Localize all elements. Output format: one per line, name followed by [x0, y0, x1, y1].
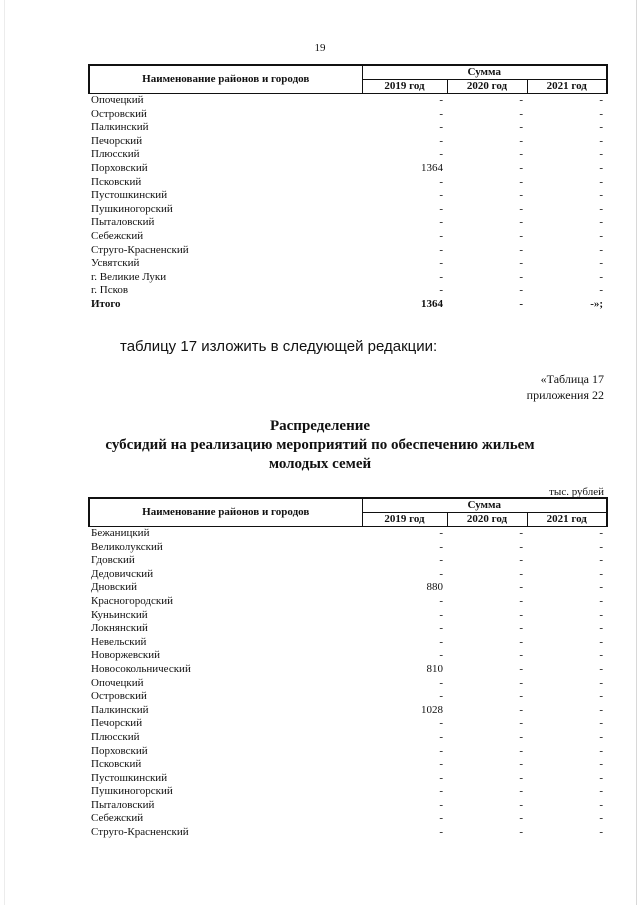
- table-row: [89, 527, 607, 541]
- amount-cell: -: [599, 785, 604, 798]
- total-label: Итого: [91, 297, 121, 310]
- table-row: [89, 649, 607, 663]
- amount-cell: -: [439, 676, 443, 689]
- district-name: Опочецкий: [91, 676, 144, 689]
- district-name: Новоржевский: [91, 649, 161, 662]
- amount-cell: -: [519, 798, 523, 811]
- table-row: [89, 244, 607, 258]
- amount-cell: -: [599, 554, 604, 567]
- district-name: Себежский: [91, 229, 144, 242]
- header-year-2021: 2021 год: [527, 513, 607, 527]
- amount-cell: -: [439, 771, 443, 784]
- amount-cell: -: [439, 175, 443, 188]
- amount-cell: -: [599, 826, 604, 839]
- table-row: [89, 94, 607, 108]
- amount-cell: -: [519, 270, 523, 283]
- units-label: тыс. рублей: [549, 486, 604, 498]
- page-number: 19: [314, 42, 326, 54]
- amount-cell: -: [439, 744, 443, 757]
- table-reference-appendix: приложения 22: [526, 388, 604, 402]
- district-name: Гдовский: [91, 554, 135, 567]
- amount-cell: -: [519, 527, 523, 539]
- amount-cell: -: [519, 202, 523, 215]
- table-reference-number: «Таблица 17: [540, 372, 604, 386]
- header-sum: Сумма: [362, 65, 607, 80]
- amount-cell: -: [439, 812, 443, 825]
- amount-cell: -: [599, 107, 604, 120]
- table-body: [89, 94, 607, 298]
- district-name: Палкинский: [91, 121, 149, 134]
- district-name: Плюсский: [91, 730, 140, 743]
- amendment-instruction: таблицу 17 изложить в следующей редакции:: [120, 338, 438, 355]
- amount-cell: -: [519, 662, 523, 675]
- district-name: Островский: [91, 107, 147, 120]
- district-name: Печорский: [91, 717, 143, 730]
- table-row: [89, 230, 607, 244]
- district-name: Псковский: [91, 175, 142, 188]
- table-row: [89, 541, 607, 555]
- header-sum: Сумма: [362, 498, 607, 513]
- table-row: [89, 108, 607, 122]
- amount-cell: -: [599, 94, 604, 106]
- district-name: Бежаницкий: [91, 527, 150, 539]
- amount-cell: -: [599, 608, 604, 621]
- amount-cell: -: [599, 121, 604, 134]
- district-name: Пушкиногорский: [91, 785, 173, 798]
- amount-cell: -: [519, 690, 523, 703]
- amount-cell: -: [439, 216, 443, 229]
- district-name: Пустошкинский: [91, 189, 168, 202]
- amount-cell: -: [439, 608, 443, 621]
- heading-subtitle-2: молодых семей: [268, 456, 372, 472]
- district-name: Палкинский: [91, 703, 149, 716]
- district-name: Струго-Красненский: [91, 826, 189, 839]
- amount-cell: -: [599, 134, 604, 147]
- table-row: [89, 216, 607, 230]
- amount-cell: 810: [426, 662, 443, 675]
- amount-cell: -: [519, 771, 523, 784]
- amount-cell: -: [599, 744, 604, 757]
- amount-cell: -: [599, 270, 604, 283]
- table-17: [88, 497, 608, 840]
- amount-cell: -: [519, 216, 523, 229]
- district-name: Опочецкий: [91, 94, 144, 106]
- amount-cell: 1028: [421, 703, 443, 716]
- header-name: Наименование районов и городов: [89, 65, 362, 94]
- amount-cell: -: [519, 161, 523, 174]
- table-row: [89, 677, 607, 691]
- amount-cell: -: [439, 134, 443, 147]
- table-row: [89, 148, 607, 162]
- table-row: [89, 121, 607, 135]
- amount-cell: -: [599, 676, 604, 689]
- amount-cell: -: [439, 554, 443, 567]
- amount-cell: -: [439, 189, 443, 202]
- amount-cell: -: [519, 826, 523, 839]
- amount-cell: -: [519, 676, 523, 689]
- table-row: [89, 135, 607, 149]
- amount-cell: -: [439, 107, 443, 120]
- table-row: [89, 595, 607, 609]
- amount-cell: -: [599, 284, 604, 297]
- amount-cell: -: [439, 798, 443, 811]
- district-name: Пыталовский: [91, 216, 155, 229]
- amount-cell: -: [519, 744, 523, 757]
- amount-cell: -: [599, 594, 604, 607]
- amount-cell: -: [439, 121, 443, 134]
- district-name: Дедовичский: [91, 567, 154, 580]
- district-name: Плюсский: [91, 148, 140, 161]
- amount-cell: -: [519, 703, 523, 716]
- amount-cell: -: [519, 189, 523, 202]
- amount-cell: -: [439, 826, 443, 839]
- table-row: [89, 162, 607, 176]
- amount-cell: -: [599, 812, 604, 825]
- district-name: Псковский: [91, 758, 142, 771]
- total-2020: -: [519, 297, 523, 310]
- amount-cell: -: [519, 785, 523, 798]
- table-row: [89, 745, 607, 759]
- district-name: г. Псков: [91, 284, 129, 297]
- amount-cell: -: [599, 540, 604, 553]
- amount-cell: -: [599, 649, 604, 662]
- total-2021: -»;: [590, 297, 604, 310]
- table-row: [89, 568, 607, 582]
- amount-cell: -: [439, 730, 443, 743]
- amount-cell: 1364: [421, 161, 443, 174]
- table-row: [89, 189, 607, 203]
- amount-cell: -: [439, 649, 443, 662]
- district-name: Пыталовский: [91, 798, 155, 811]
- header-year-2021: 2021 год: [527, 80, 607, 94]
- amount-cell: -: [599, 148, 604, 161]
- amount-cell: -: [439, 540, 443, 553]
- amount-cell: -: [599, 202, 604, 215]
- amount-cell: -: [519, 554, 523, 567]
- amount-cell: -: [599, 581, 604, 594]
- amount-cell: -: [439, 527, 443, 539]
- amount-cell: -: [439, 690, 443, 703]
- table-row: [89, 799, 607, 813]
- table-row: [89, 704, 607, 718]
- amount-cell: -: [519, 812, 523, 825]
- amount-cell: -: [519, 567, 523, 580]
- amount-cell: -: [519, 581, 523, 594]
- table-row: [89, 176, 607, 190]
- heading-subtitle: субсидий на реализацию мероприятий по обеспечению жильем: [105, 437, 535, 453]
- district-name: Пушкиногорский: [91, 202, 173, 215]
- table-row: [89, 826, 607, 840]
- amount-cell: -: [519, 243, 523, 256]
- amount-cell: -: [519, 121, 523, 134]
- amount-cell: -: [439, 94, 443, 106]
- amount-cell: -: [519, 94, 523, 106]
- amount-cell: -: [599, 622, 604, 635]
- amount-cell: -: [599, 758, 604, 771]
- amount-cell: -: [439, 785, 443, 798]
- district-name: Островский: [91, 690, 147, 703]
- amount-cell: -: [439, 148, 443, 161]
- amount-cell: -: [599, 703, 604, 716]
- total-2019: 1364: [421, 297, 443, 310]
- amount-cell: -: [599, 257, 604, 270]
- district-name: Дновский: [91, 581, 138, 594]
- amount-cell: -: [599, 161, 604, 174]
- amount-cell: -: [519, 622, 523, 635]
- district-name: Новосокольнический: [91, 662, 191, 675]
- amount-cell: -: [519, 107, 523, 120]
- amount-cell: 880: [426, 581, 443, 594]
- header-name: Наименование районов и городов: [89, 498, 362, 527]
- district-name: Пустошкинский: [91, 771, 168, 784]
- district-name: Себежский: [91, 812, 144, 825]
- amount-cell: -: [519, 649, 523, 662]
- table-row: [89, 554, 607, 568]
- continued-distribution-table: [88, 64, 608, 312]
- district-name: Куньинский: [91, 608, 148, 621]
- table-row: [89, 731, 607, 745]
- amount-cell: -: [599, 717, 604, 730]
- table-row: [89, 622, 607, 636]
- amount-cell: -: [519, 257, 523, 270]
- table-row: [89, 581, 607, 595]
- amount-cell: -: [439, 243, 443, 256]
- amount-cell: -: [519, 730, 523, 743]
- table-row: [89, 284, 607, 298]
- amount-cell: -: [599, 216, 604, 229]
- amount-cell: -: [439, 567, 443, 580]
- district-name: Красногородский: [91, 594, 174, 607]
- amount-cell: -: [599, 189, 604, 202]
- amount-cell: -: [439, 284, 443, 297]
- table-row: [89, 271, 607, 285]
- table-row: [89, 203, 607, 217]
- table-row: [89, 772, 607, 786]
- district-name: Печорский: [91, 134, 143, 147]
- header-year-2019: 2019 год: [362, 80, 447, 94]
- amount-cell: -: [439, 622, 443, 635]
- amount-cell: -: [599, 690, 604, 703]
- amount-cell: -: [599, 662, 604, 675]
- amount-cell: -: [439, 202, 443, 215]
- table-row: [89, 663, 607, 677]
- amount-cell: -: [599, 527, 604, 539]
- amount-cell: -: [519, 717, 523, 730]
- amount-cell: -: [519, 229, 523, 242]
- header-year-2019: 2019 год: [362, 513, 447, 527]
- amount-cell: -: [519, 758, 523, 771]
- amount-cell: -: [439, 270, 443, 283]
- header-year-2020: 2020 год: [447, 513, 527, 527]
- table-row: [89, 690, 607, 704]
- table-row: [89, 758, 607, 772]
- amount-cell: -: [439, 257, 443, 270]
- header-year-2020: 2020 год: [447, 80, 527, 94]
- amount-cell: -: [599, 229, 604, 242]
- amount-cell: -: [519, 540, 523, 553]
- total-row: [89, 298, 607, 312]
- amount-cell: -: [519, 608, 523, 621]
- amount-cell: -: [599, 243, 604, 256]
- amount-cell: -: [599, 771, 604, 784]
- amount-cell: -: [439, 229, 443, 242]
- amount-cell: -: [439, 717, 443, 730]
- district-name: Струго-Красненский: [91, 243, 189, 256]
- amount-cell: -: [599, 798, 604, 811]
- heading-title: Распределение: [269, 418, 371, 434]
- table-body: [89, 527, 607, 840]
- amount-cell: -: [599, 635, 604, 648]
- amount-cell: -: [519, 284, 523, 297]
- amount-cell: -: [519, 635, 523, 648]
- district-name: Великолукский: [91, 540, 163, 553]
- district-name: Локнянский: [91, 622, 148, 635]
- amount-cell: -: [439, 594, 443, 607]
- amount-cell: -: [599, 175, 604, 188]
- table-row: [89, 609, 607, 623]
- table-row: [89, 812, 607, 826]
- table-row: [89, 636, 607, 650]
- district-name: Порховский: [91, 161, 148, 174]
- amount-cell: -: [519, 134, 523, 147]
- amount-cell: -: [599, 567, 604, 580]
- table-row: [89, 257, 607, 271]
- table-row: [89, 785, 607, 799]
- amount-cell: -: [599, 730, 604, 743]
- amount-cell: -: [439, 635, 443, 648]
- amount-cell: -: [519, 594, 523, 607]
- amount-cell: -: [519, 148, 523, 161]
- amount-cell: -: [519, 175, 523, 188]
- table-row: [89, 717, 607, 731]
- district-name: Усвятский: [91, 257, 140, 270]
- district-name: Порховский: [91, 744, 148, 757]
- district-name: г. Великие Луки: [91, 270, 167, 283]
- district-name: Невельский: [91, 635, 147, 648]
- amount-cell: -: [439, 758, 443, 771]
